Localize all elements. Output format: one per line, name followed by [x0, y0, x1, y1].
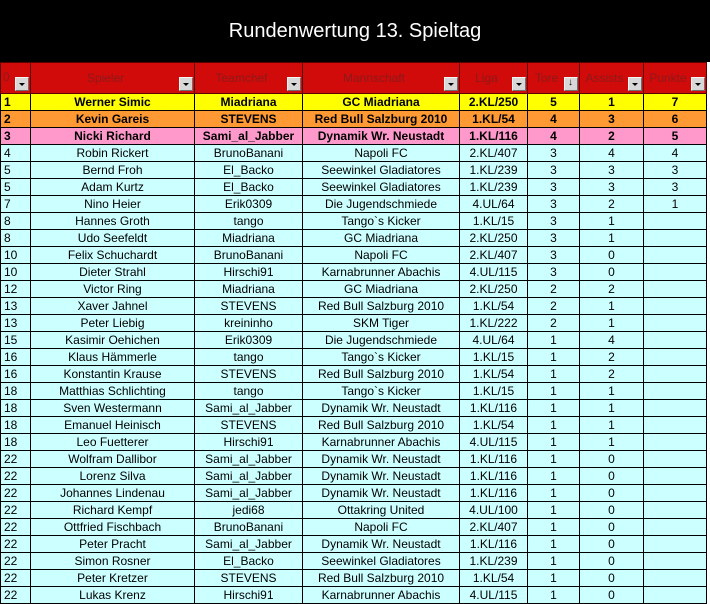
- cell-teamchef: Erik0309: [195, 332, 303, 349]
- cell-teamchef: tango: [195, 383, 303, 400]
- cell-assists: 0: [580, 451, 644, 468]
- cell-liga: 1.KL/239: [460, 553, 528, 570]
- table-row: [1, 315, 707, 332]
- cell-punkte: 3: [644, 179, 707, 196]
- filter-dropdown-icon[interactable]: [444, 77, 458, 91]
- standings-table-container: [0, 62, 710, 604]
- cell-teamchef: STEVENS: [195, 570, 303, 587]
- cell-punkte: [644, 230, 707, 247]
- cell-assists: 1: [580, 315, 644, 332]
- cell-rank: 22: [1, 468, 31, 485]
- cell-mannschaft: Tango`s Kicker: [303, 349, 460, 366]
- cell-teamchef: Miadriana: [195, 94, 303, 111]
- cell-tore: 4: [528, 128, 580, 145]
- cell-tore: 1: [528, 451, 580, 468]
- cell-assists: 0: [580, 247, 644, 264]
- cell-tore: 2: [528, 298, 580, 315]
- filter-dropdown-icon[interactable]: [628, 77, 642, 91]
- table-row: [1, 145, 707, 162]
- cell-liga: 4.UL/115: [460, 264, 528, 281]
- cell-rank: 22: [1, 553, 31, 570]
- table-header-row: [1, 63, 707, 94]
- cell-spieler: Dieter Strahl: [31, 264, 195, 281]
- cell-tore: 1: [528, 400, 580, 417]
- cell-tore: 1: [528, 434, 580, 451]
- cell-liga: 4.UL/64: [460, 196, 528, 213]
- cell-punkte: [644, 485, 707, 502]
- cell-punkte: [644, 468, 707, 485]
- table-row: [1, 383, 707, 400]
- cell-liga: 1.KL/54: [460, 111, 528, 128]
- cell-rank: 22: [1, 519, 31, 536]
- cell-tore: 1: [528, 570, 580, 587]
- cell-rank: 4: [1, 145, 31, 162]
- cell-mannschaft: Napoli FC: [303, 145, 460, 162]
- cell-rank: 22: [1, 587, 31, 604]
- filter-dropdown-icon[interactable]: [287, 77, 301, 91]
- table-row: [1, 434, 707, 451]
- cell-spieler: Ottfried Fischbach: [31, 519, 195, 536]
- cell-liga: 1.KL/116: [460, 485, 528, 502]
- cell-teamchef: tango: [195, 213, 303, 230]
- column-header-label: Liga: [475, 71, 498, 85]
- cell-mannschaft: Karnabrunner Abachis: [303, 264, 460, 281]
- table-row: [1, 587, 707, 604]
- table-row: [1, 230, 707, 247]
- sort-filter-dropdown-icon[interactable]: [564, 77, 578, 91]
- cell-liga: 1.KL/116: [460, 536, 528, 553]
- cell-assists: 1: [580, 417, 644, 434]
- cell-rank: 16: [1, 349, 31, 366]
- cell-rank: 5: [1, 162, 31, 179]
- cell-liga: 2.KL/407: [460, 145, 528, 162]
- cell-mannschaft: Red Bull Salzburg 2010: [303, 570, 460, 587]
- cell-liga: 1.KL/116: [460, 468, 528, 485]
- cell-assists: 0: [580, 570, 644, 587]
- cell-assists: 3: [580, 111, 644, 128]
- table-row: [1, 502, 707, 519]
- cell-rank: 18: [1, 383, 31, 400]
- column-header-teamchef: [195, 63, 303, 94]
- cell-mannschaft: Tango`s Kicker: [303, 383, 460, 400]
- cell-assists: 2: [580, 366, 644, 383]
- cell-assists: 0: [580, 519, 644, 536]
- cell-rank: 22: [1, 536, 31, 553]
- filter-dropdown-icon[interactable]: [15, 77, 29, 91]
- cell-rank: 16: [1, 366, 31, 383]
- cell-rank: 7: [1, 196, 31, 213]
- table-row: [1, 536, 707, 553]
- cell-mannschaft: Tango`s Kicker: [303, 213, 460, 230]
- cell-liga: 4.UL/100: [460, 502, 528, 519]
- cell-teamchef: BrunoBanani: [195, 519, 303, 536]
- cell-tore: 1: [528, 332, 580, 349]
- table-row: [1, 162, 707, 179]
- cell-assists: 1: [580, 298, 644, 315]
- cell-tore: 1: [528, 519, 580, 536]
- cell-teamchef: Erik0309: [195, 196, 303, 213]
- cell-rank: 22: [1, 485, 31, 502]
- standings-table: [0, 62, 707, 604]
- cell-assists: 0: [580, 553, 644, 570]
- cell-mannschaft: Karnabrunner Abachis: [303, 434, 460, 451]
- cell-liga: 2.KL/250: [460, 281, 528, 298]
- table-row: [1, 451, 707, 468]
- cell-assists: 2: [580, 128, 644, 145]
- cell-spieler: Wolfram Dallibor: [31, 451, 195, 468]
- cell-mannschaft: Red Bull Salzburg 2010: [303, 366, 460, 383]
- cell-rank: 1: [1, 94, 31, 111]
- cell-punkte: [644, 315, 707, 332]
- cell-tore: 5: [528, 94, 580, 111]
- table-row: [1, 468, 707, 485]
- cell-assists: 0: [580, 587, 644, 604]
- table-row: [1, 570, 707, 587]
- cell-spieler: Simon Rosner: [31, 553, 195, 570]
- cell-liga: 2.KL/407: [460, 519, 528, 536]
- cell-rank: 8: [1, 230, 31, 247]
- cell-punkte: [644, 587, 707, 604]
- cell-tore: 3: [528, 179, 580, 196]
- cell-teamchef: BrunoBanani: [195, 145, 303, 162]
- cell-mannschaft: Seewinkel Gladiatores: [303, 179, 460, 196]
- cell-punkte: [644, 281, 707, 298]
- cell-spieler: Victor Ring: [31, 281, 195, 298]
- column-header-label: Spieler: [86, 71, 125, 85]
- cell-rank: 5: [1, 179, 31, 196]
- cell-rank: 22: [1, 451, 31, 468]
- cell-tore: 1: [528, 553, 580, 570]
- cell-punkte: 1: [644, 196, 707, 213]
- column-header-liga: [460, 63, 528, 94]
- cell-punkte: [644, 502, 707, 519]
- cell-liga: 2.KL/250: [460, 94, 528, 111]
- cell-assists: 1: [580, 383, 644, 400]
- cell-teamchef: Sami_al_Jabber: [195, 128, 303, 145]
- cell-tore: 1: [528, 468, 580, 485]
- cell-punkte: [644, 400, 707, 417]
- cell-tore: 1: [528, 417, 580, 434]
- column-header-mannschaft: [303, 63, 460, 94]
- cell-assists: 3: [580, 162, 644, 179]
- cell-liga: 4.UL/115: [460, 587, 528, 604]
- cell-mannschaft: Die Jugendschmiede: [303, 332, 460, 349]
- cell-mannschaft: Dynamik Wr. Neustadt: [303, 485, 460, 502]
- table-row: [1, 519, 707, 536]
- cell-punkte: [644, 332, 707, 349]
- table-row: [1, 264, 707, 281]
- cell-assists: 0: [580, 264, 644, 281]
- cell-spieler: Robin Rickert: [31, 145, 195, 162]
- cell-rank: 18: [1, 434, 31, 451]
- cell-spieler: Hannes Groth: [31, 213, 195, 230]
- cell-assists: 2: [580, 196, 644, 213]
- table-row: [1, 111, 707, 128]
- cell-liga: 1.KL/116: [460, 400, 528, 417]
- cell-tore: 3: [528, 145, 580, 162]
- cell-liga: 1.KL/15: [460, 213, 528, 230]
- cell-liga: 1.KL/116: [460, 451, 528, 468]
- table-row: [1, 485, 707, 502]
- cell-liga: 1.KL/54: [460, 570, 528, 587]
- cell-spieler: Lorenz Silva: [31, 468, 195, 485]
- cell-assists: 0: [580, 468, 644, 485]
- cell-liga: 1.KL/239: [460, 179, 528, 196]
- column-header-tore: [528, 63, 580, 94]
- table-row: [1, 349, 707, 366]
- table-row: [1, 179, 707, 196]
- cell-punkte: [644, 298, 707, 315]
- cell-teamchef: Sami_al_Jabber: [195, 451, 303, 468]
- cell-punkte: 3: [644, 162, 707, 179]
- cell-teamchef: STEVENS: [195, 366, 303, 383]
- cell-tore: 1: [528, 383, 580, 400]
- cell-punkte: [644, 383, 707, 400]
- cell-mannschaft: Seewinkel Gladiatores: [303, 553, 460, 570]
- cell-liga: 1.KL/116: [460, 128, 528, 145]
- cell-teamchef: Sami_al_Jabber: [195, 400, 303, 417]
- page-title: Rundenwertung 13. Spieltag: [0, 0, 710, 62]
- cell-assists: 1: [580, 400, 644, 417]
- cell-spieler: Felix Schuchardt: [31, 247, 195, 264]
- cell-teamchef: jedi68: [195, 502, 303, 519]
- table-row: [1, 417, 707, 434]
- cell-teamchef: El_Backo: [195, 179, 303, 196]
- cell-liga: 2.KL/407: [460, 247, 528, 264]
- table-row: [1, 553, 707, 570]
- cell-tore: 4: [528, 111, 580, 128]
- column-header-label: Assists: [585, 71, 624, 85]
- cell-punkte: [644, 349, 707, 366]
- cell-punkte: [644, 247, 707, 264]
- cell-mannschaft: Napoli FC: [303, 519, 460, 536]
- column-header-label: Tore: [534, 71, 559, 85]
- cell-tore: 1: [528, 485, 580, 502]
- table-row: [1, 94, 707, 111]
- cell-assists: 1: [580, 230, 644, 247]
- cell-rank: 13: [1, 298, 31, 315]
- cell-assists: 0: [580, 485, 644, 502]
- cell-tore: 3: [528, 162, 580, 179]
- cell-spieler: Leo Fuetterer: [31, 434, 195, 451]
- cell-liga: 1.KL/15: [460, 349, 528, 366]
- cell-assists: 0: [580, 502, 644, 519]
- cell-spieler: Kevin Gareis: [31, 111, 195, 128]
- cell-teamchef: Sami_al_Jabber: [195, 485, 303, 502]
- cell-teamchef: tango: [195, 349, 303, 366]
- cell-mannschaft: Dynamik Wr. Neustadt: [303, 128, 460, 145]
- cell-assists: 4: [580, 145, 644, 162]
- column-header-punkte: [644, 63, 707, 94]
- cell-assists: 4: [580, 332, 644, 349]
- table-row: [1, 281, 707, 298]
- cell-teamchef: STEVENS: [195, 298, 303, 315]
- cell-spieler: Richard Kempf: [31, 502, 195, 519]
- column-header-rank: [1, 63, 31, 94]
- column-header-label: Mannschaft: [342, 71, 406, 85]
- cell-spieler: Kasimir Oehichen: [31, 332, 195, 349]
- cell-mannschaft: Karnabrunner Abachis: [303, 587, 460, 604]
- column-header-assists: [580, 63, 644, 94]
- table-row: [1, 366, 707, 383]
- cell-mannschaft: Red Bull Salzburg 2010: [303, 298, 460, 315]
- cell-punkte: [644, 536, 707, 553]
- table-row: [1, 298, 707, 315]
- cell-teamchef: Miadriana: [195, 281, 303, 298]
- column-header-label: Teamchef: [215, 71, 268, 85]
- cell-teamchef: BrunoBanani: [195, 247, 303, 264]
- cell-teamchef: STEVENS: [195, 417, 303, 434]
- cell-rank: 18: [1, 400, 31, 417]
- cell-punkte: [644, 553, 707, 570]
- cell-mannschaft: Ottakring United: [303, 502, 460, 519]
- cell-liga: 1.KL/239: [460, 162, 528, 179]
- cell-mannschaft: GC Miadriana: [303, 230, 460, 247]
- cell-tore: 3: [528, 230, 580, 247]
- table-body: [1, 94, 707, 604]
- cell-punkte: [644, 264, 707, 281]
- cell-tore: 1: [528, 349, 580, 366]
- table-row: [1, 332, 707, 349]
- cell-rank: 13: [1, 315, 31, 332]
- table-row: [1, 128, 707, 145]
- cell-assists: 1: [580, 94, 644, 111]
- filter-dropdown-icon[interactable]: [512, 77, 526, 91]
- cell-punkte: 5: [644, 128, 707, 145]
- cell-liga: 4.UL/115: [460, 434, 528, 451]
- cell-spieler: Emanuel Heinisch: [31, 417, 195, 434]
- cell-spieler: Nicki Richard: [31, 128, 195, 145]
- cell-punkte: 4: [644, 145, 707, 162]
- cell-tore: 1: [528, 366, 580, 383]
- cell-teamchef: El_Backo: [195, 553, 303, 570]
- table-row: [1, 400, 707, 417]
- cell-spieler: Peter Kretzer: [31, 570, 195, 587]
- cell-spieler: Lukas Krenz: [31, 587, 195, 604]
- cell-mannschaft: Dynamik Wr. Neustadt: [303, 536, 460, 553]
- cell-rank: 22: [1, 502, 31, 519]
- cell-teamchef: Sami_al_Jabber: [195, 536, 303, 553]
- cell-teamchef: Hirschi91: [195, 587, 303, 604]
- cell-tore: 1: [528, 587, 580, 604]
- cell-mannschaft: GC Miadriana: [303, 94, 460, 111]
- cell-spieler: Johannes Lindenau: [31, 485, 195, 502]
- cell-punkte: [644, 570, 707, 587]
- cell-spieler: Matthias Schlichting: [31, 383, 195, 400]
- cell-teamchef: Miadriana: [195, 230, 303, 247]
- cell-punkte: [644, 451, 707, 468]
- cell-punkte: [644, 213, 707, 230]
- cell-teamchef: Hirschi91: [195, 264, 303, 281]
- cell-rank: 10: [1, 247, 31, 264]
- cell-tore: 3: [528, 213, 580, 230]
- cell-mannschaft: SKM Tiger: [303, 315, 460, 332]
- cell-tore: 3: [528, 196, 580, 213]
- cell-spieler: Peter Pracht: [31, 536, 195, 553]
- cell-tore: 3: [528, 247, 580, 264]
- table-row: [1, 213, 707, 230]
- cell-tore: 1: [528, 502, 580, 519]
- cell-tore: 3: [528, 264, 580, 281]
- cell-assists: 1: [580, 434, 644, 451]
- filter-dropdown-icon[interactable]: [691, 77, 705, 91]
- column-header-spieler: [31, 63, 195, 94]
- cell-spieler: Werner Simic: [31, 94, 195, 111]
- cell-liga: 1.KL/222: [460, 315, 528, 332]
- cell-punkte: [644, 434, 707, 451]
- cell-spieler: Konstantin Krause: [31, 366, 195, 383]
- cell-teamchef: El_Backo: [195, 162, 303, 179]
- cell-spieler: Sven Westermann: [31, 400, 195, 417]
- cell-mannschaft: Seewinkel Gladiatores: [303, 162, 460, 179]
- cell-liga: 1.KL/54: [460, 366, 528, 383]
- cell-mannschaft: Dynamik Wr. Neustadt: [303, 451, 460, 468]
- cell-mannschaft: GC Miadriana: [303, 281, 460, 298]
- cell-spieler: Udo Seefeldt: [31, 230, 195, 247]
- cell-mannschaft: Dynamik Wr. Neustadt: [303, 468, 460, 485]
- cell-mannschaft: Die Jugendschmiede: [303, 196, 460, 213]
- cell-mannschaft: Dynamik Wr. Neustadt: [303, 400, 460, 417]
- cell-rank: 3: [1, 128, 31, 145]
- column-header-label: 0: [3, 70, 10, 84]
- cell-assists: 2: [580, 349, 644, 366]
- table-row: [1, 247, 707, 264]
- cell-spieler: Peter Liebig: [31, 315, 195, 332]
- cell-spieler: Adam Kurtz: [31, 179, 195, 196]
- column-header-label: Punkte: [649, 71, 687, 85]
- cell-spieler: Xaver Jahnel: [31, 298, 195, 315]
- cell-rank: 22: [1, 570, 31, 587]
- cell-rank: 2: [1, 111, 31, 128]
- cell-mannschaft: Red Bull Salzburg 2010: [303, 417, 460, 434]
- cell-teamchef: Sami_al_Jabber: [195, 468, 303, 485]
- cell-teamchef: kreininho: [195, 315, 303, 332]
- cell-spieler: Nino Heier: [31, 196, 195, 213]
- cell-assists: 0: [580, 536, 644, 553]
- cell-mannschaft: Red Bull Salzburg 2010: [303, 111, 460, 128]
- cell-teamchef: Hirschi91: [195, 434, 303, 451]
- cell-liga: 1.KL/54: [460, 417, 528, 434]
- cell-punkte: 7: [644, 94, 707, 111]
- filter-dropdown-icon[interactable]: [179, 77, 193, 91]
- cell-rank: 10: [1, 264, 31, 281]
- cell-tore: 2: [528, 315, 580, 332]
- cell-mannschaft: Napoli FC: [303, 247, 460, 264]
- cell-rank: 18: [1, 417, 31, 434]
- cell-assists: 2: [580, 281, 644, 298]
- cell-assists: 1: [580, 213, 644, 230]
- cell-tore: 1: [528, 536, 580, 553]
- cell-liga: 1.KL/54: [460, 298, 528, 315]
- cell-teamchef: STEVENS: [195, 111, 303, 128]
- table-row: [1, 196, 707, 213]
- cell-liga: 1.KL/15: [460, 383, 528, 400]
- cell-assists: 3: [580, 179, 644, 196]
- cell-spieler: Bernd Froh: [31, 162, 195, 179]
- cell-spieler: Klaus Hämmerle: [31, 349, 195, 366]
- cell-liga: 2.KL/250: [460, 230, 528, 247]
- cell-rank: 12: [1, 281, 31, 298]
- cell-punkte: [644, 519, 707, 536]
- cell-rank: 8: [1, 213, 31, 230]
- cell-punkte: 6: [644, 111, 707, 128]
- cell-rank: 15: [1, 332, 31, 349]
- cell-tore: 2: [528, 281, 580, 298]
- cell-punkte: [644, 366, 707, 383]
- cell-liga: 4.UL/64: [460, 332, 528, 349]
- cell-punkte: [644, 417, 707, 434]
